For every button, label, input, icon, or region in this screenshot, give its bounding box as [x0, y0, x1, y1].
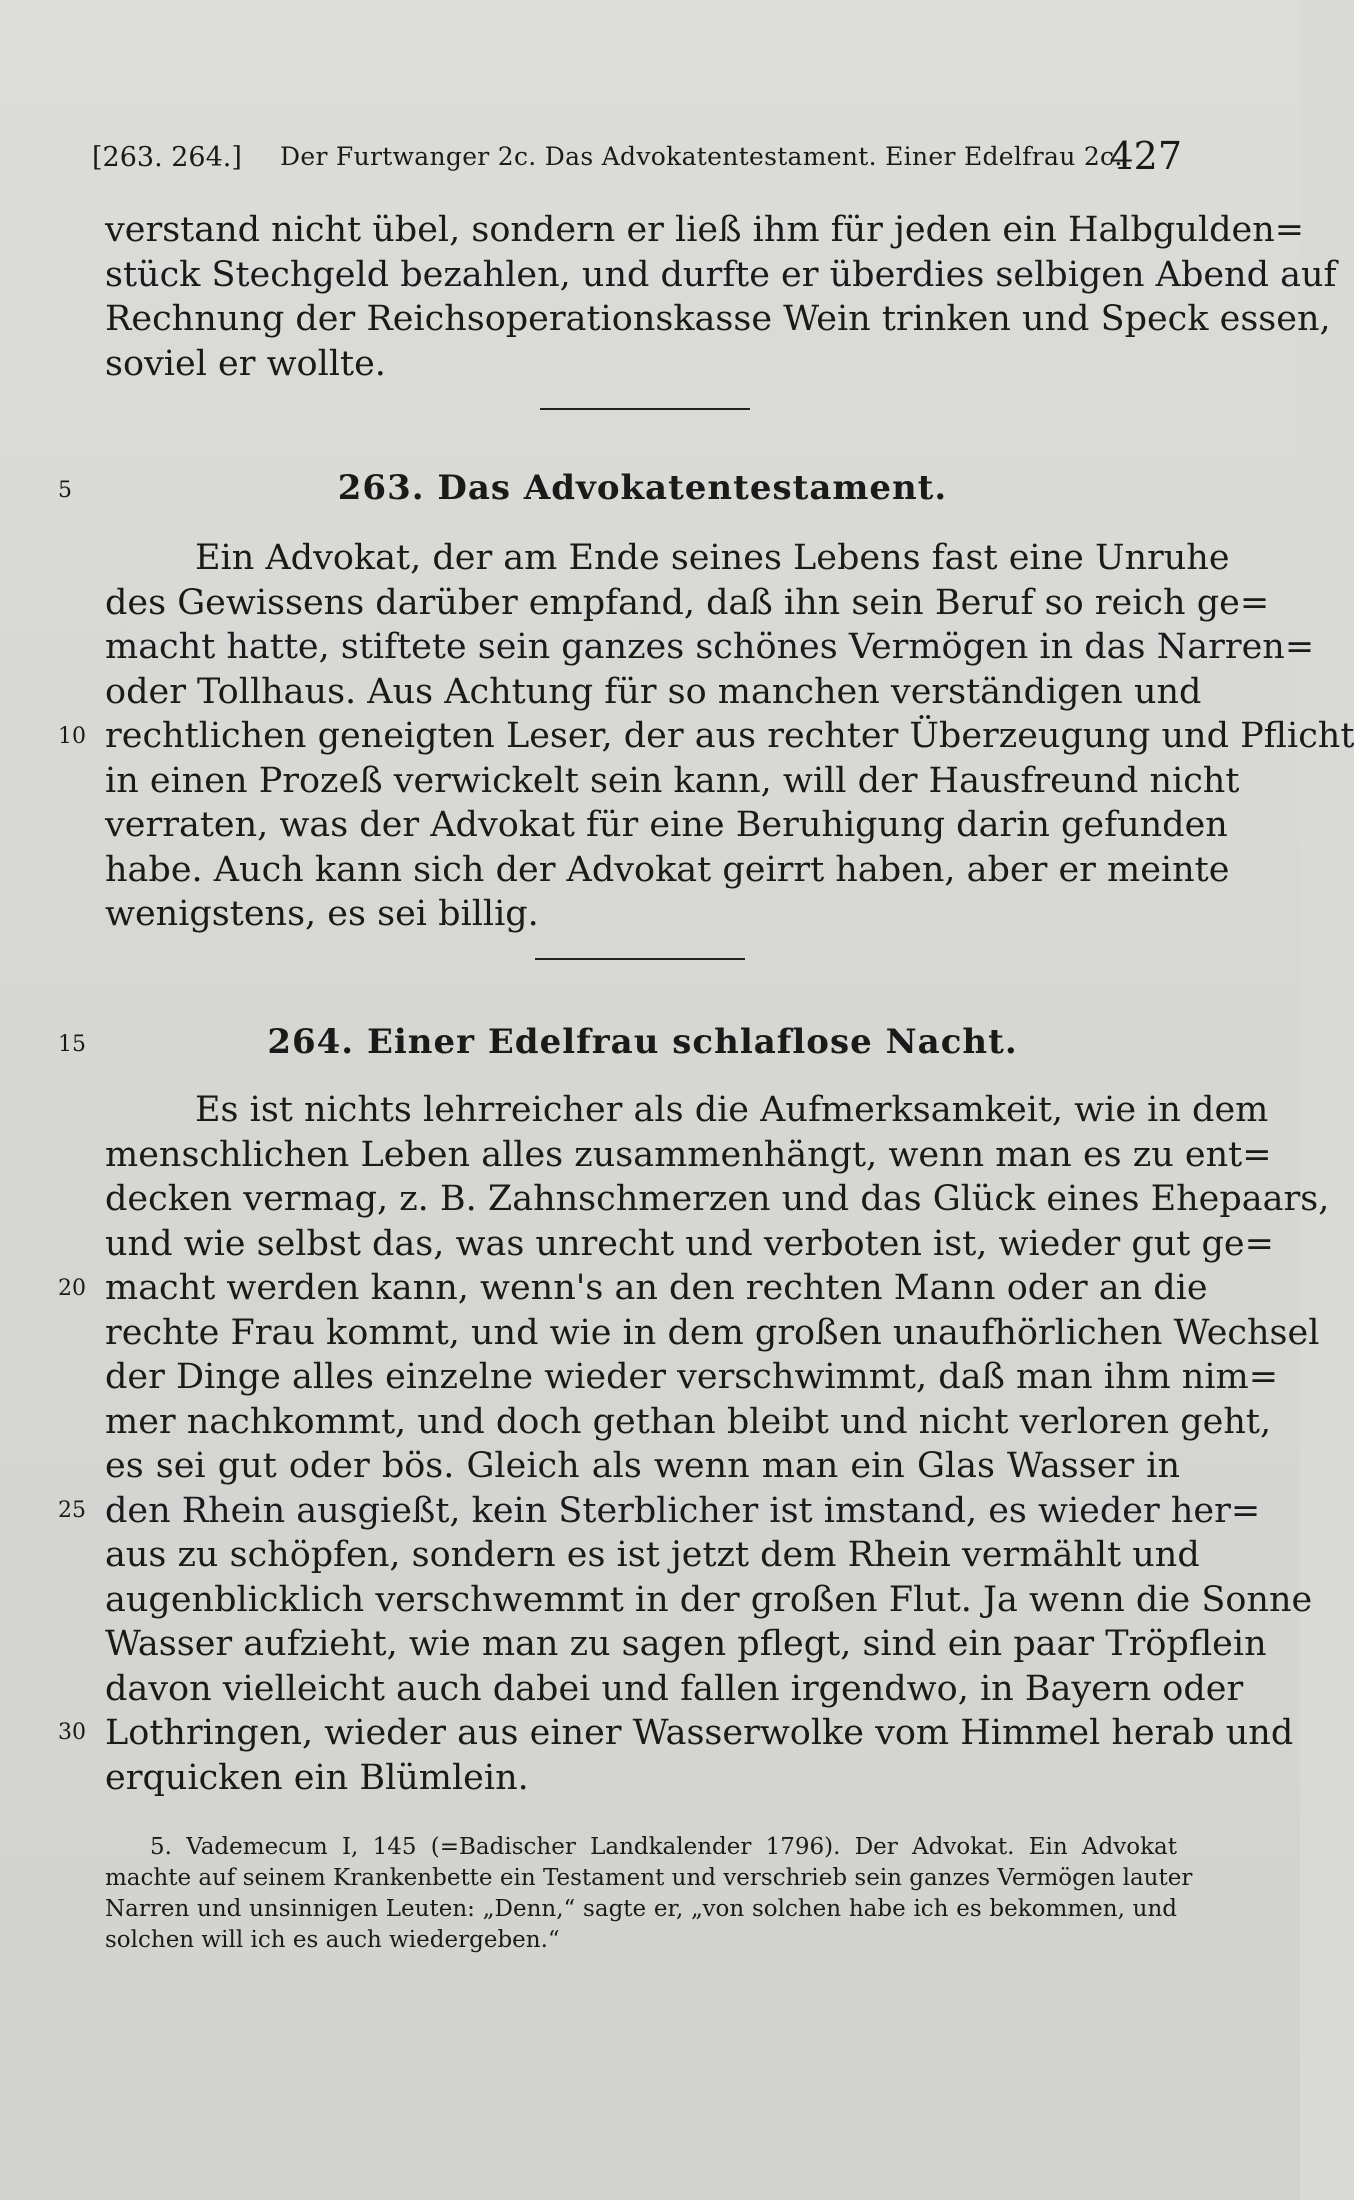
- section-264-paragraph: [105, 1088, 1330, 1800]
- section-title-263: 263. Das Advokatentestament.: [337, 468, 948, 508]
- line-number: 5: [58, 478, 72, 503]
- text-line: verstand nicht übel, sondern er ließ ihm für jeden ein Halbgulden=: [105, 210, 1305, 250]
- section-title-264: 264. Einer Edelfrau schlaflose Nacht.: [267, 1022, 1018, 1062]
- text-line: wenigstens, es sei billig.: [105, 894, 539, 934]
- text-line: decken vermag, z. B. Zahnschmerzen und das Glück eines Ehepaars,: [105, 1179, 1330, 1219]
- section-divider: [535, 958, 745, 960]
- text-line: macht hatte, stiftete sein ganzes schönes Vermögen in das Narren=: [105, 627, 1315, 667]
- line-number: 10: [58, 724, 86, 749]
- line-number: 25: [58, 1498, 86, 1523]
- text-line: davon vielleicht auch dabei und fallen irgendwo, in Bayern oder: [105, 1668, 1244, 1709]
- text-line: aus zu schöpfen, sondern es ist jetzt dem Rhein vermählt und: [105, 1535, 1200, 1575]
- text-line: Es ist nichts lehrreicher als die Aufmerksamkeit, wie in dem: [195, 1090, 1269, 1130]
- text-line: habe. Auch kann sich der Advokat geirrt haben, aber er meinte: [105, 849, 1230, 890]
- text-line: macht werden kann, wenn's an den rechten Mann oder an die: [105, 1268, 1208, 1308]
- text-line: oder Tollhaus. Aus Achtung für so manchen verständigen und: [105, 671, 1202, 712]
- line-number: 15: [58, 1032, 86, 1057]
- running-header: [92, 128, 1182, 188]
- text-line: soviel er wollte.: [105, 343, 386, 384]
- text-line: rechte Frau kommt, und wie in dem großen unaufhörlichen Wechsel: [105, 1312, 1320, 1353]
- text-line: und wie selbst das, was unrecht und verboten ist, wieder gut ge=: [105, 1223, 1274, 1264]
- section-divider: [540, 408, 750, 410]
- text-line: es sei gut oder bös. Gleich als wenn man ein Glas Wasser in: [105, 1446, 1180, 1486]
- text-line: menschlichen Leben alles zusammenhängt, wenn man es zu ent=: [105, 1134, 1272, 1175]
- section-263-paragraph: [105, 536, 1354, 937]
- line-number: 30: [58, 1720, 86, 1745]
- text-line: des Gewissens darüber empfand, daß ihn sein Beruf so reich ge=: [105, 582, 1270, 623]
- text-line: in einen Prozeß verwickelt sein kann, will der Hausfreund nicht: [105, 760, 1240, 801]
- footnote: [105, 1832, 1193, 1956]
- footnote-line: Narren und unsinnigen Leuten: „Denn,“ sagte er, „von solchen habe ich es bekommen, und: [105, 1896, 1177, 1922]
- page-number: 427: [1109, 134, 1182, 178]
- text-line: Lothringen, wieder aus einer Wasserwolke vom Himmel herab und: [105, 1713, 1294, 1753]
- text-line: rechtlichen geneigten Leser, der aus rechter Überzeugung und Pflicht: [105, 716, 1354, 756]
- text-line: den Rhein ausgießt, kein Sterblicher ist imstand, es wieder her=: [105, 1490, 1261, 1531]
- text-line: mer nachkommt, und doch gethan bleibt und nicht verloren geht,: [105, 1401, 1272, 1442]
- text-line: der Dinge alles einzelne wieder verschwimmt, daß man ihm nim=: [105, 1357, 1279, 1397]
- footnote-line: machte auf seinem Krankenbette ein Testament und verschrieb sein ganzes Vermögen lauter: [105, 1865, 1193, 1891]
- text-line: stück Stechgeld bezahlen, und durfte er überdies selbigen Abend auf: [105, 254, 1337, 295]
- text-line: erquicken ein Blümlein.: [105, 1757, 529, 1798]
- header-running-title: Der Furtwanger 2c. Das Advokatentestament. Einer Edelfrau 2c.: [280, 142, 1123, 171]
- text-line: Wasser aufzieht, wie man zu sagen pflegt, sind ein paar Tröpflein: [105, 1624, 1267, 1664]
- line-number: 20: [58, 1276, 86, 1301]
- text-line: augenblicklich verschwemmt in der großen Flut. Ja wenn die Sonne: [105, 1579, 1313, 1620]
- text-line: Ein Advokat, der am Ende seines Lebens fast eine Unruhe: [195, 538, 1230, 578]
- footnote-line: solchen will ich es auch wiedergeben.“: [105, 1927, 560, 1953]
- opening-paragraph: [105, 208, 1337, 386]
- footnote-line: 5. Vademecum I, 145 (=Badischer Landkalender 1796). Der Advokat. Ein Advokat: [150, 1834, 1177, 1860]
- text-line: verraten, was der Advokat für eine Beruhigung darin gefunden: [105, 805, 1228, 845]
- header-section-ref: [263. 264.]: [92, 142, 242, 173]
- text-line: Rechnung der Reichsoperationskasse Wein trinken und Speck essen,: [105, 299, 1331, 339]
